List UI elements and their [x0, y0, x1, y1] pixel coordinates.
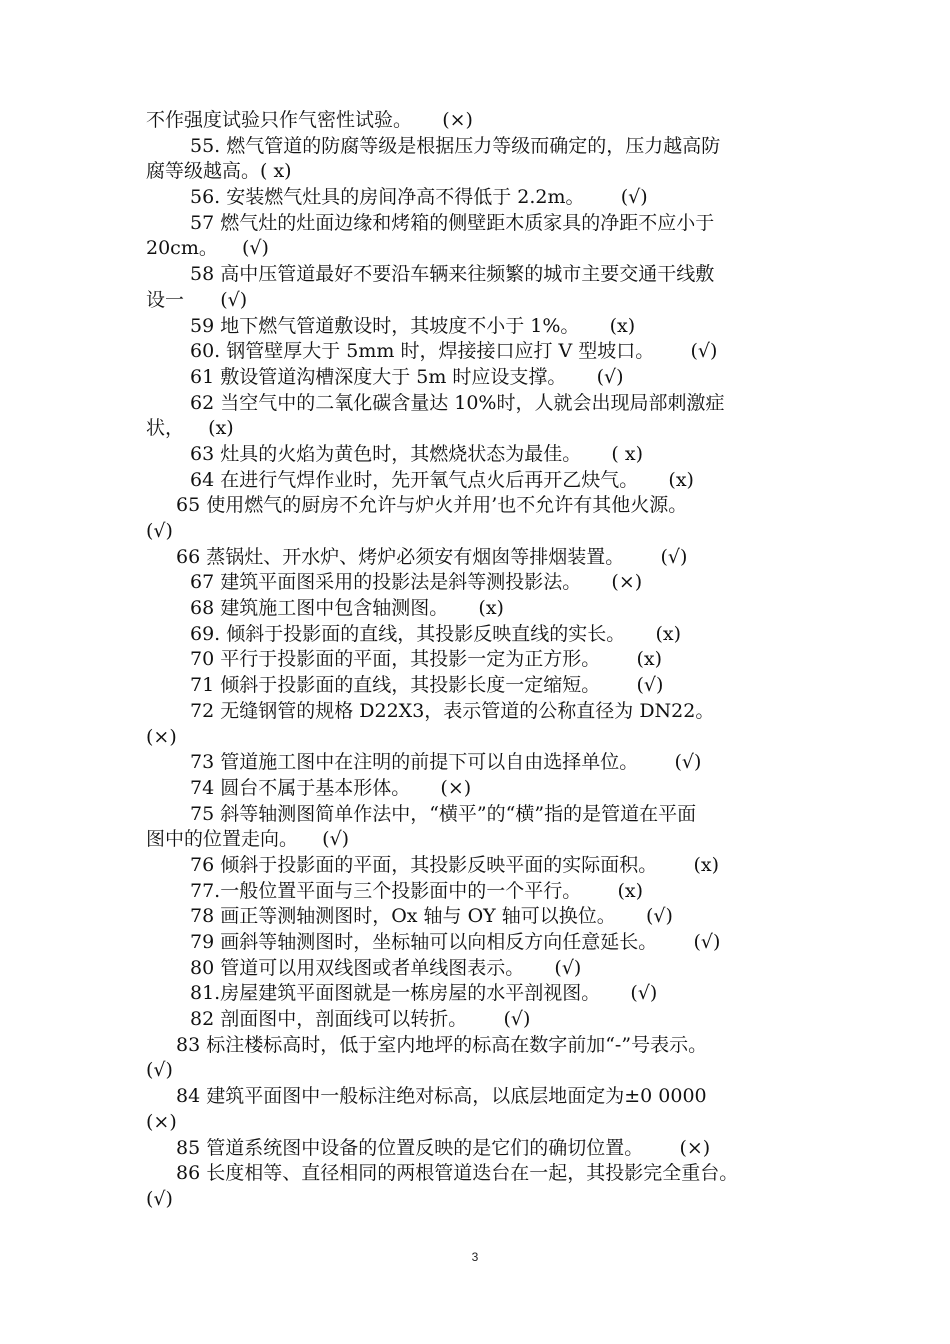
text-line: 设一 (√) [146, 288, 248, 311]
text-line: (√) [146, 1059, 173, 1082]
text-line: 状， (x) [146, 417, 234, 440]
text-line: 61 敷设管道沟槽深度大于 5m 时应设支撑。 (√) [190, 365, 624, 388]
text-line: (×) [146, 1110, 177, 1133]
text-line: 76 倾斜于投影面的平面，其投影反映平面的实际面积。 (x) [190, 853, 719, 876]
text-line: 56. 安装燃气灶具的房间净高不得低于 2.2m。 (√) [190, 186, 648, 209]
text-line: 70 平行于投影面的平面，其投影一定为正方形。 (x) [190, 648, 662, 671]
text-line: 63 灶具的火焰为黄色时，其燃烧状态为最佳。 ( x) [190, 442, 643, 465]
text-line: 75 斜等轴测图简单作法中，“横平”的“横”指的是管道在平面 [190, 802, 697, 825]
text-line: 55. 燃气管道的防腐等级是根据压力等级而确定的，压力越高防 [190, 134, 721, 157]
text-line: 72 无缝钢管的规格 D22X3，表示管道的公称直径为 DN22。 [190, 699, 715, 722]
text-line: 83 标注楼标高时，低于室内地坪的标高在数字前加“-”号表示。 [176, 1033, 708, 1056]
text-line: 62 当空气中的二氧化碳含量达 10%时，人就会出现局部刺激症 [190, 391, 725, 414]
text-line: (√) [146, 1187, 173, 1210]
text-line: 79 画斜等轴测图时，坐标轴可以向相反方向任意延长。 (√) [190, 931, 721, 953]
text-line: 66 蒸锅灶、开水炉、烤炉必须安有烟囱等排烟装置。 (√) [176, 545, 688, 568]
text-line: 68 建筑施工图中包含轴测图。 (x) [190, 597, 504, 620]
page-number: 3 [471, 1250, 479, 1264]
text-line: 78 画正等测轴测图时，Ox 轴与 OY 轴可以换位。 (√) [190, 905, 673, 928]
text-line: 81.房屋建筑平面图就是一栋房屋的水平剖视图。 (√) [190, 982, 658, 1005]
text-line: 80 管道可以用双线图或者单线图表示。 (√) [190, 956, 582, 979]
text-line: 腐等级越高。( x) [146, 160, 292, 183]
text-line: 73 管道施工图中在注明的前提下可以自由选择单位。 (√) [190, 751, 702, 774]
text-line: 86 长度相等、直径相同的两根管道迭台在一起，其投影完全重台。 [176, 1162, 739, 1185]
text-line: 84 建筑平面图中一般标注绝对标高，以底层地面定为±0 0000 [176, 1085, 707, 1108]
text-line: 60. 钢管壁厚大于 5mm 时，焊接接口应打 V 型坡口。 (√) [190, 340, 718, 363]
text-line: 64 在进行气焊作业时，先开氧气点火后再开乙炔气。 (x) [190, 468, 694, 491]
text-line: 65 使用燃气的厨房不允许与炉火并用’也不允许有其他火源。 [176, 494, 688, 517]
text-line: 不作强度试验只作气密性试验。 (×) [146, 109, 473, 131]
text-line: 57 燃气灶的灶面边缘和烤箱的侧壁距木质家具的净距不应小于 [190, 211, 715, 234]
text-line: 59 地下燃气管道敷设时，其坡度不小于 1%。 (x) [190, 314, 636, 337]
text-line: 图中的位置走向。 (√) [146, 828, 350, 851]
text-line: 77.一般位置平面与三个投影面中的一个平行。 (x) [190, 879, 643, 902]
text-line: 58 高中压管道最好不要沿车辆来往频繁的城市主要交通干线敷 [190, 263, 715, 286]
text-line: 85 管道系统图中设备的位置反映的是它们的确切位置。 (×) [176, 1136, 711, 1159]
text-line: 82 剖面图中，剖面线可以转折。 (√) [190, 1008, 531, 1031]
text-line: 71 倾斜于投影面的直线，其投影长度一定缩短。 (√) [190, 674, 664, 697]
document-body [146, 108, 810, 1213]
text-line: 74 圆台不属于基本形体。 (×) [190, 776, 472, 799]
text-line: (√) [146, 520, 173, 542]
text-line: 20cm。 (√) [146, 237, 269, 260]
text-line: 67 建筑平面图采用的投影法是斜等测投影法。 (×) [190, 571, 643, 594]
text-line: (×) [146, 725, 177, 748]
text-line: 69. 倾斜于投影面的直线，其投影反映直线的实长。 (x) [190, 622, 681, 645]
